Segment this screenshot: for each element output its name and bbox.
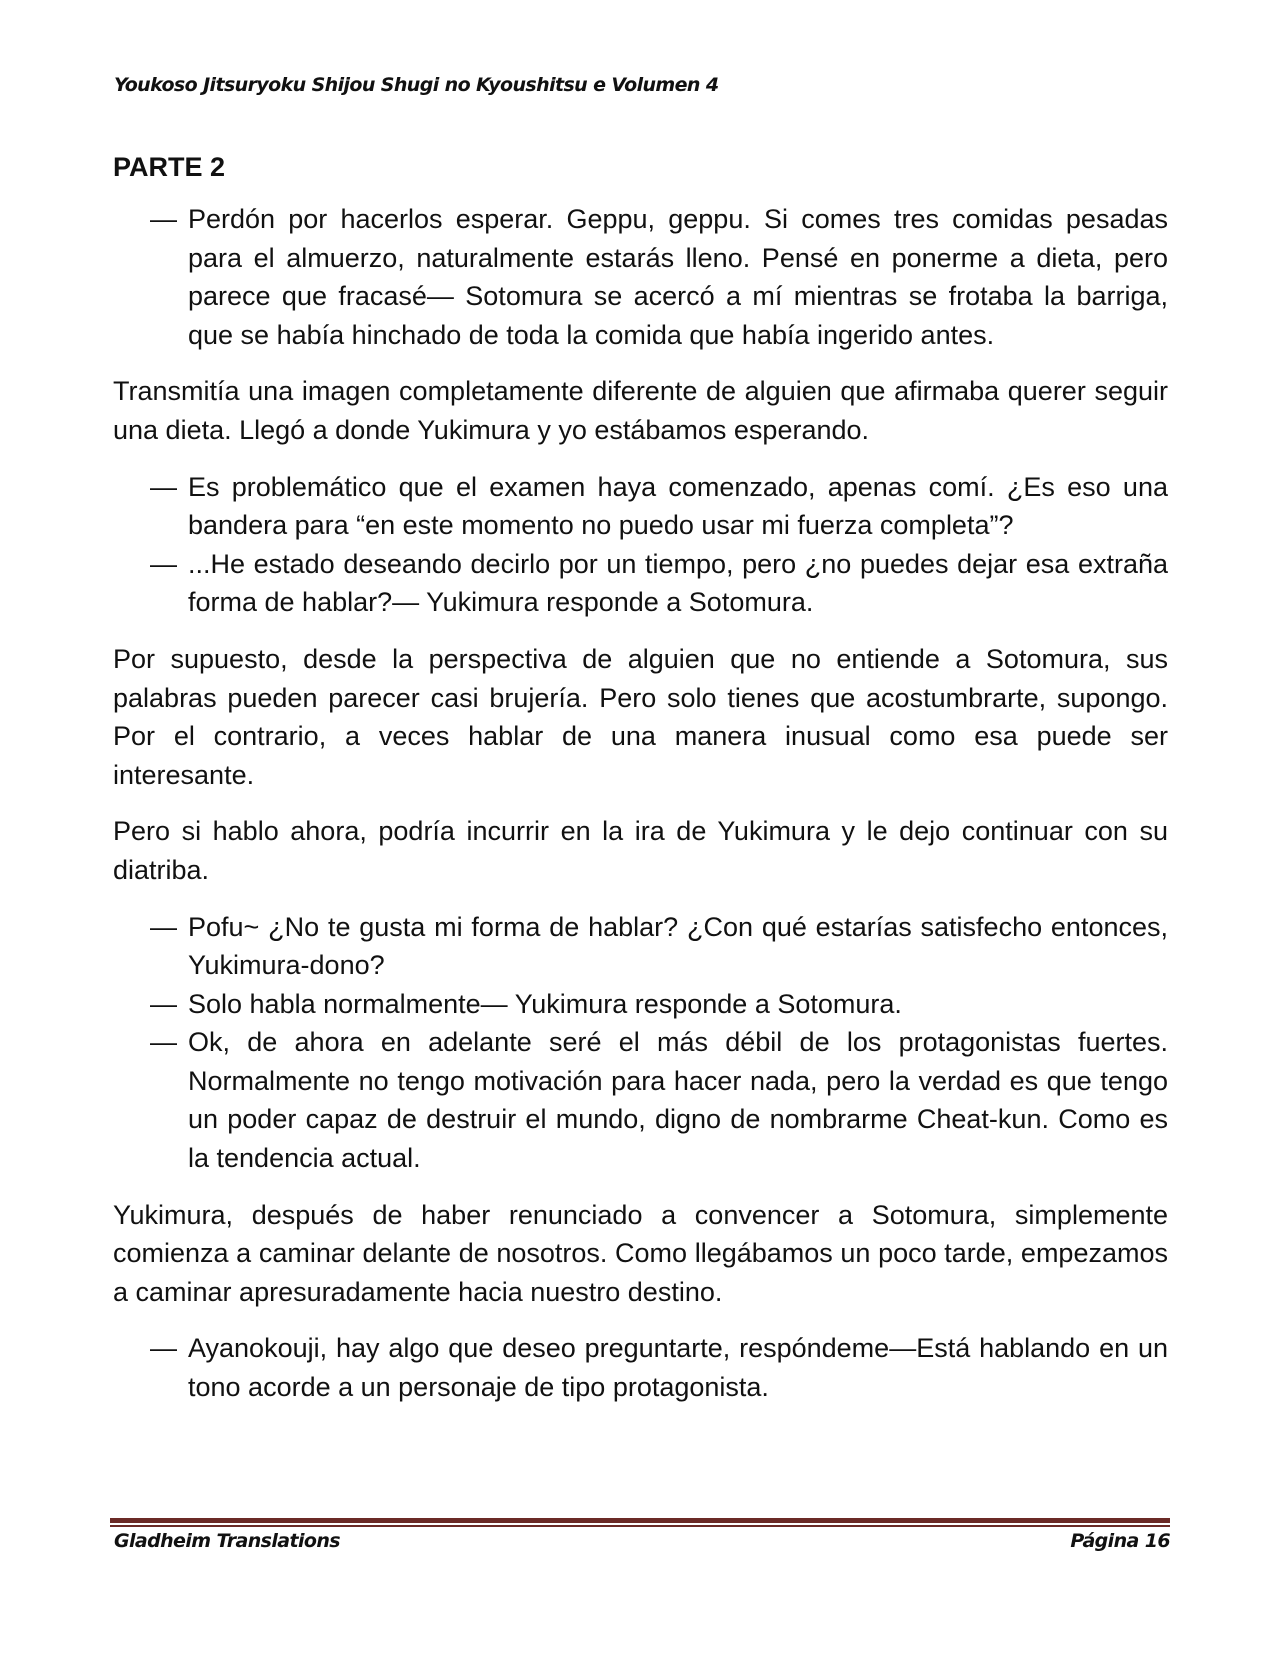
dialogue-text: Es problemático que el examen haya comenzado, apenas comí. ¿Es eso una bandera para “en este momento no puedo usar mi fuerza completa”?: [188, 471, 1168, 541]
dialogue-group: [113, 200, 1168, 354]
dialogue-dash: —: [150, 911, 177, 942]
paragraph: Transmitía una imagen completamente diferente de alguien que afirmaba querer seguir una dieta. Llegó a donde Yukimura y yo estábamos esperando.: [113, 376, 1168, 445]
dialogue-dash: —: [150, 988, 177, 1019]
dialogue-text: Perdón por hacerlos esperar. Geppu, geppu. Si comes tres comidas pesadas para el almuerzo, naturalmente estarás lleno. Pensé en ponerme a dieta, pero parece que fracasé— Sotomura se acercó a mí mientras se frotaba la barriga, que se había hinchado de toda la comida que había ingerido antes.: [188, 204, 1168, 350]
dialogue-line: [113, 908, 1168, 985]
page-content: [113, 148, 1168, 1425]
dialogue-line: [113, 985, 1168, 1024]
dialogue-text: Solo habla normalmente— Yukimura responde a Sotomura.: [188, 988, 902, 1019]
footer-divider: [110, 1518, 1170, 1527]
dialogue-dash: —: [150, 1333, 177, 1364]
running-header: Youkoso Jitsuryoku Shijou Shugi no Kyoushitsu e Volumen 4: [114, 74, 719, 96]
dialogue-line: [113, 1329, 1168, 1406]
paragraph: Pero si hablo ahora, podría incurrir en la ira de Yukimura y le dejo continuar con su diatriba.: [113, 816, 1168, 885]
dialogue-dash: —: [150, 548, 177, 579]
dialogue-dash: —: [150, 471, 177, 502]
page-footer: [114, 1530, 1170, 1552]
dialogue-dash: —: [150, 1027, 177, 1058]
dialogue-group: [113, 1329, 1168, 1406]
dialogue-line: [113, 200, 1168, 354]
section-title: PARTE 2: [113, 152, 226, 182]
dialogue-text: ...He estado deseando decirlo por un tiempo, pero ¿no puedes dejar esa extraña forma de hablar?— Yukimura responde a Sotomura.: [188, 548, 1168, 618]
dialogue-line: [113, 468, 1168, 545]
paragraph: Por supuesto, desde la perspectiva de alguien que no entiende a Sotomura, sus palabras pueden parecer casi brujería. Pero solo tienes que acostumbrarte, supongo. Por el contrario, a veces hablar de una manera inusual como esa puede ser interesante.: [113, 643, 1168, 790]
dialogue-group: [113, 908, 1168, 1178]
page-number: Página 16: [1070, 1530, 1170, 1552]
dialogue-dash: —: [150, 204, 177, 234]
footer-publisher: Gladheim Translations: [114, 1530, 340, 1552]
body-text: [113, 200, 1168, 1407]
dialogue-text: Pofu~ ¿No te gusta mi forma de hablar? ¿Con qué estarías satisfecho entonces, Yukimura-dono?: [188, 911, 1168, 981]
dialogue-line: [113, 545, 1168, 622]
paragraph: Yukimura, después de haber renunciado a convencer a Sotomura, simplemente comienza a caminar delante de nosotros. Como llegábamos un poco tarde, empezamos a caminar apresuradamente hacia nuestro destino.: [113, 1199, 1168, 1307]
dialogue-group: [113, 468, 1168, 622]
dialogue-text: Ok, de ahora en adelante seré el más débil de los protagonistas fuertes. Normalmente no tengo motivación para hacer nada, pero la verdad es que tengo un poder capaz de destruir el mundo, digno de nombrarme Cheat-kun. Como es la tendencia actual.: [188, 1027, 1168, 1174]
dialogue-line: [113, 1023, 1168, 1177]
dialogue-text: Ayanokouji, hay algo que deseo preguntarte, respóndeme—Está hablando en un tono acorde a un personaje de tipo protagonista.: [188, 1333, 1168, 1403]
